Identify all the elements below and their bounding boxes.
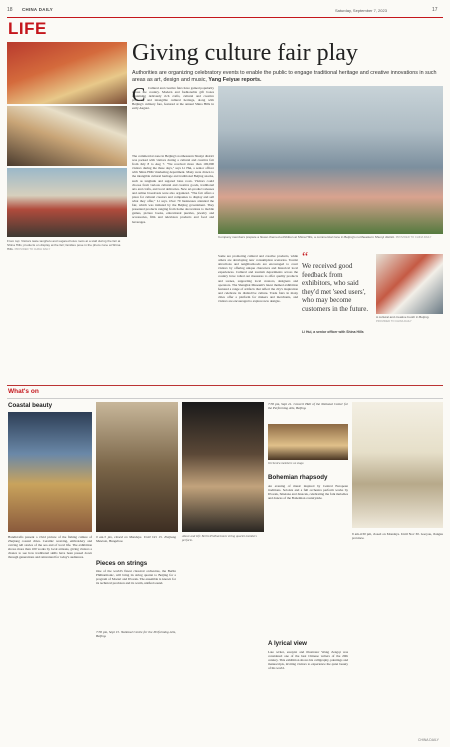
- left-photo-caption: [7, 240, 127, 252]
- pull-quote: We received good feedback from exhibitors, who said they'd met 'seed users', who may become customers in the future.: [302, 262, 369, 313]
- right-photo-credit: PROVIDED TO CHINA DAILY: [376, 319, 412, 323]
- main-photo-credit: PROVIDED TO CHINA DAILY: [395, 236, 432, 239]
- photo-products-display: [7, 106, 127, 166]
- article-body-left: The commercial zone in Beijing's northeastern Shunyi district was packed with visitors during a cultural and creative fair from July 8 to Aug 7. "We received more than 100,000 visitors during the three days," says Li Hui, a senior officer with Shina Hills' marketing department. Many were drawn to the intangible cultural heritage and traditional Beijing snacks, such as tanghulu and sugared lotus roots. Visitors could choose from various cultural and creative goods, traditional arts and crafts, and local delicacies. New art-product releases and online broadcasts were also organized. "The fair offers a place for cultural creators and companies to display and sell what they offer," Li says. Over 70 businesses attended the fair, which was initiated by the Beijing government. They presented products ranging from home decorations to mobile games, picture books, educational puzzles, jewelry and accessories, film and television products and food and beverages.: [132, 154, 214, 224]
- paper-name: CHINA DAILY: [22, 7, 54, 12]
- whats-on-top-rule: [7, 385, 443, 386]
- main-photo-caption: [218, 236, 443, 240]
- photo-lyrical-painting: [352, 402, 443, 528]
- bohemian-rhapsody-text: An evening of music inspired by Central European traditions. Soloists and a full orchestra perform works by Dvorak, Smetana and Janacek, celebrating the folk melodies and dances of the Bohemian countryside.: [268, 484, 348, 501]
- right-photo-caption: [376, 316, 443, 324]
- pieces-on-strings-info: 7:30 pm, Sept 15. National Centre for the Performing Arts, Beijing.: [96, 630, 176, 639]
- coastal-beauty-title: Coastal beauty: [8, 402, 53, 409]
- lead-paragraph: Cultural and creative fairs have gained popularity across the country. Modern and fashionable gift boxes containing delicately rich crafts, cultural and creative products, and intangible cultural heritage, along with Beijing's culinary fare, featured at the annual Shina Hills in early August.: [132, 86, 214, 111]
- page-date: Saturday, September 7, 2023: [335, 8, 387, 13]
- page-number-left: 18: [7, 7, 13, 13]
- a-lyrical-view-info: 9 am-4:30 pm, closed on Mondays. Until Nov 30. Gaoyou, Jiangsu province.: [352, 532, 443, 541]
- photo-coastal-crafts: [8, 412, 92, 532]
- byline: Yang Feiyue reports.: [208, 76, 262, 83]
- a-lyrical-view-text: Late writer, essayist and illustrator Wang Zengqi was considered one of the best Chinese writers of the 20th century. This exhibition shows his calligraphy, paintings and manuscripts, inviting visitors to experience the quiet beauty of his world.: [268, 650, 348, 671]
- article-body-middle: Some are promoting cultural and creative products, while others are developing new consumption scenarios. Tourist attractions and neighborhoods are encouraged to court visitors by offering unique characters and historical local experiences. Cultural and tourism departments across the country have rolled out measures to offer quality products and scenes, supporting local creators, designers and operators. The Shanghai Museum's latest themed exhibition featured a range of artifacts that reflect the city's inspiration and celebrate its distinctive culture. Trade fairs in many cities offer a platform for makers and merchants, and visitors are encouraged to explore new designs.: [218, 254, 298, 304]
- pull-quote-mark: “: [302, 250, 309, 265]
- coastal-beauty-info: 9 am-5 pm, closed on Mondays. Until Oct 15. Zhejiang Museum, Hangzhou.: [96, 535, 176, 544]
- photo-tanghulu-stall: [7, 42, 127, 104]
- page-footer: CHINA DAILY: [418, 738, 439, 742]
- whats-on-rule: [7, 398, 443, 399]
- right-photo-caption-text: A cultural and creative booth in Beijing.: [376, 315, 430, 319]
- pieces-on-strings-text: One of the world's finest classical orchestras, the Berlin Philharmonic, will bring its string quartet to Beijing for a program of Mozart and Dvorak. The ensemble is known for its technical precision and its warm, unified sound.: [96, 569, 176, 586]
- pull-quote-attribution: Li Hui, a senior officer with Shina Hills: [302, 330, 364, 334]
- photo-string-quartet: [96, 402, 178, 532]
- bohemian-caption: Orchestra members on stage.: [268, 461, 305, 465]
- bohemian-rhapsody-title: Bohemian rhapsody: [268, 474, 328, 481]
- pieces-caption: Above and left: Berlin Philharmonic string quartet members perform.: [182, 534, 257, 542]
- left-photo-credit: PROVIDED TO CHINA DAILY: [14, 247, 51, 251]
- bohemian-info: 7:30 pm, Sept 21. Concert Hall of the National Center for the Performing Arts, Beijing.: [268, 402, 348, 411]
- left-photo-caption-text: From top: Visitors taste tanghulu and sugared lotus roots at a stall during the fair at Shina Hills; products on display at the fair; families pose in the photo zone at Shina Hills.: [7, 239, 121, 251]
- photo-quartet-detail: [182, 402, 264, 532]
- photo-creative-booth: [376, 254, 443, 314]
- page-number-right: 17: [432, 7, 438, 13]
- headline: Giving culture fair play: [132, 40, 358, 66]
- photo-flower-exhibition: [218, 86, 443, 234]
- coastal-beauty-text: Handicrafts present a vivid picture of the fishing culture of Zhejiang coastal cities. Ceramic weaving, embroidery and carving tell stories of the sea and of local life. The exhibition shows more than 100 works by local artisans, giving visitors a chance to see how traditional skills have been passed down through generations and reinvented for today's audiences.: [8, 535, 92, 560]
- main-photo-caption-text: Company members prepare a flower-themed exhibition at Shina Hills, a commercial zone in Beijing's northeastern Shunyi district.: [218, 235, 395, 239]
- a-lyrical-view-title: A lyrical view: [268, 640, 307, 647]
- photo-orchestra: [268, 424, 348, 460]
- section-label: LIFE: [8, 19, 47, 38]
- deck: [132, 70, 442, 84]
- drop-cap: C: [132, 84, 146, 106]
- masthead-rule: [7, 17, 443, 18]
- pieces-on-strings-title: Pieces on strings: [96, 560, 148, 567]
- whats-on-label: What's on: [8, 388, 39, 395]
- photo-family-zone: [7, 168, 127, 237]
- deck-text: Authorities are organizing celebratory events to enable the public to engage traditional heritage and creative innovations in such areas as art, design and music,: [132, 70, 437, 83]
